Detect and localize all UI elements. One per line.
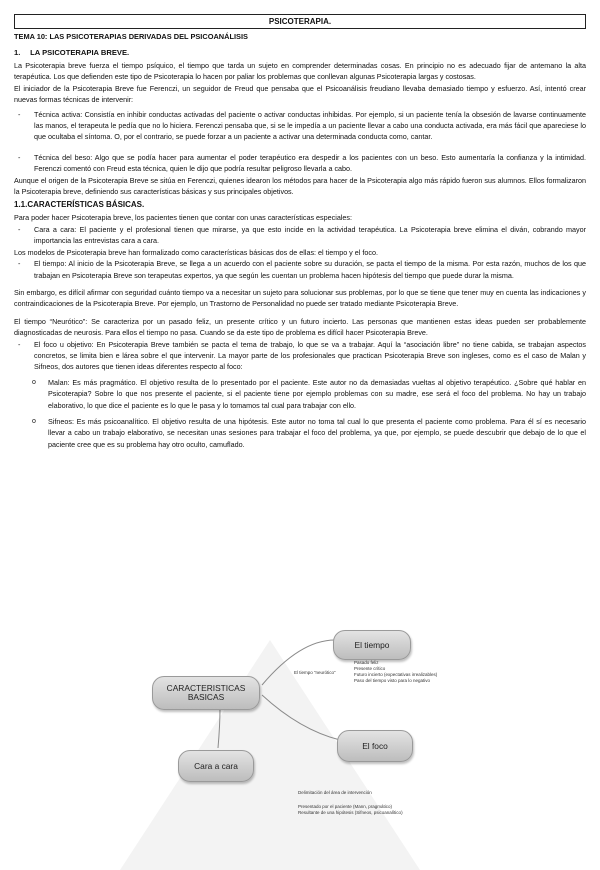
neurotico-list [354,660,437,684]
main-node [152,676,260,710]
characteristics-list [14,224,586,247]
neurotico-item: Futuro incierto (expectativas irrealizables) [354,672,438,677]
neurotico-item: Paso del tiempo visto para lo negativo [354,678,431,683]
authors-list [14,377,586,450]
list-item: - El foco u objetivo: En Psicoterapia Breve también se pacta el tema de trabajo, lo que se va a trabajar. Aquí la “asociación libre” no tiene cabida, se trabajan aspectos concretos, se limita bien e lárea sobre el que intervenir. La mayor parte de los profesionales que practican Psicoterapia Breve son ingleses, como es el caso de Malan y Sifneos, dos autores que tienen ideas diferentes respecto al foco: [14,339,586,373]
paragraph: Aunque el origen de la Psicoterapia Breve se sitúa en Ferenczi, quienes idearon los métodos para hacer de la Psicoterapia algo más rápido fueron sus alumnos. Ellos formalizaron la Psicoterapia breve, definiendo sus características básicas y sus principales objetivos. [14,175,586,197]
paragraph: Sin embargo, es difícil afirmar con seguridad cuánto tiempo va a necesitar un sujeto para solucionar sus problemas, por lo que se tiene que tener muy en cuenta las indicaciones y contraindicaciones de la Psicoterapia Breve. Por ejemplo, un Trastorno de Personalidad no puede ser tratado mediante Psicoterapia Breve. [14,287,586,309]
foco-label: Delimitación del área de intervención [298,790,372,795]
subsection-title: CARACTERÍSTICAS BÁSICAS. [27,200,145,210]
neurotico-label: El tiempo “neurótico” [294,670,336,675]
foco-item: Presentado por el paciente (Mann, pragmático) [298,804,393,809]
list-item: - Técnica del beso: Algo que se podía hacer para aumentar el poder terapéutico era despedir a los pacientes con un beso. Esto aumentaría la confianza y la intimidad. Ferenczi comentó con Freud esta técnica, quien le dijo que podría resultar peligroso llevarla a cabo. [14,152,586,175]
paragraph: El iniciador de la Psicoterapia Breve fue Ferenczi, un seguidor de Freud que pensaba que el Psicoanálisis freudiano llevaba demasiado tiempo y esfuerzo. Así, intentó crear nuevas formas técnicas de intervenir: [14,83,586,105]
section-heading [14,47,586,59]
main-node-label: CARACTERISTICAS BASICAS [166,683,246,702]
technique-list [14,109,586,175]
node-foco: El foco [337,730,413,762]
characteristics-list [14,339,586,373]
paragraph: El tiempo “Neurótico”: Se caracteriza por un pasado feliz, un presente crítico y un futuro incierto. Las personas que mantienen estas ideas pueden ser probablemente diagnosticadas de neurosis. Para ellos el tiempo no pasa. Cuando se da este tipo de problema es difícil hacer Psicoterapia Breve. [14,316,586,338]
node-cara-a-cara: Cara a cara [178,750,254,782]
subsection-heading [14,199,586,211]
subsection-number: 1.1. [14,200,28,210]
list-item: - El tiempo: Al inicio de la Psicoterapia Breve, se llega a un acuerdo con el paciente sobre su duración, se pacta el tiempo de la misma. Por esta razón, muchos de los que trabajan en Psicoterapia Breve son terapeutas expertos, ya que según les cuentan un problema hacen hipótesis del tiempo que puede durar la misma. [14,258,586,281]
list-item: - Cara a cara: El paciente y el profesional tienen que mirarse, ya que esto incide en la actividad terapéutica. La Psicoterapia breve elimina el diván, cobrando mayor importancia las entrevistas cara a cara. [14,224,586,247]
section-title: LA PSICOTERAPIA BREVE. [30,48,130,57]
section-number: 1. [14,48,21,57]
paragraph: Los modelos de Psicoterapia breve han formalizado como características básicas dos de ellas: el tiempo y el foco. [14,247,378,257]
characteristics-list [14,258,586,281]
foco-list [298,804,403,816]
foco-item: Resultante de una hipótesis (Sifneos, psicoanalítico) [298,810,403,815]
connector-line [262,640,335,685]
connector-line [218,708,220,748]
document-title: PSICOTERAPIA. [14,14,586,29]
chapter-heading: TEMA 10: LAS PSICOTERAPIAS DERIVADAS DEL PSICOANÁLISIS [14,32,248,41]
document-page [14,14,586,455]
list-item: o Malan: Es más pragmático. El objetivo resulta de lo presentado por el paciente. Este autor no da demasiadas vueltas al objetivo terapéutico. ¿Sobre qué hablar en Psicoterapia? Sobre lo que nos presente el paciente, si el paciente tiene por ejemplo problemas con su madre, ese será el foco del problema. No hay un trabajo elaborativo, lo que dice el paciente es lo que le pasa y lo tomamos tal cual para trabajar con ello. [14,377,586,411]
paragraph: La Psicoterapia breve fuerza el tiempo psíquico, el tiempo que tarda un sujeto en comprender determinadas cosas. En principio no es adecuado fijar de antemano la alta terapéutica. Los que defienden este tipo de Psicoterapia lo hacen por paliar los problemas que conllevan algunas Psicoterapia largas y costosas. [14,61,586,82]
paragraph: Para poder hacer Psicoterapia breve, los pacientes tienen que contar con unas características especiales: [14,213,353,223]
neurotico-item: Pasado feliz [354,660,379,665]
connector-line [262,695,340,740]
list-item: - Técnica activa: Consistía en inhibir conductas activadas del paciente o activar conductas inhibidas. Por ejemplo, si un paciente tenía la obsesión de lavarse continuamente las manos, el terapeuta le pedía que no lo hiciera. Ferenczi pensaba que, si se le impedía a un paciente llevar a cabo una conducta activada, era más fácil que apareciese lo que ocultaba el síntoma. O, por el contrario, se puede forzar a un paciente a activar una determinada conducta como, cantar. [14,109,586,143]
concept-diagram [0,630,600,848]
list-item: o Sifneos: Es más psicoanalítico. El objetivo resulta de una hipótesis. Este autor no toma tal cual lo que presenta el paciente como problema. Para él sí es necesario llevar a cabo un trabajo elaborativo, se necesitan unas sesiones para trabajar el foco del problema, ya que, por ejemplo, se puede descubrir que debajo de lo que el paciente cree que es su problema hay otro oculto, camuflado. [14,416,586,450]
node-tiempo: El tiempo [333,630,411,660]
neurotico-item: Presente crítico [354,666,386,671]
